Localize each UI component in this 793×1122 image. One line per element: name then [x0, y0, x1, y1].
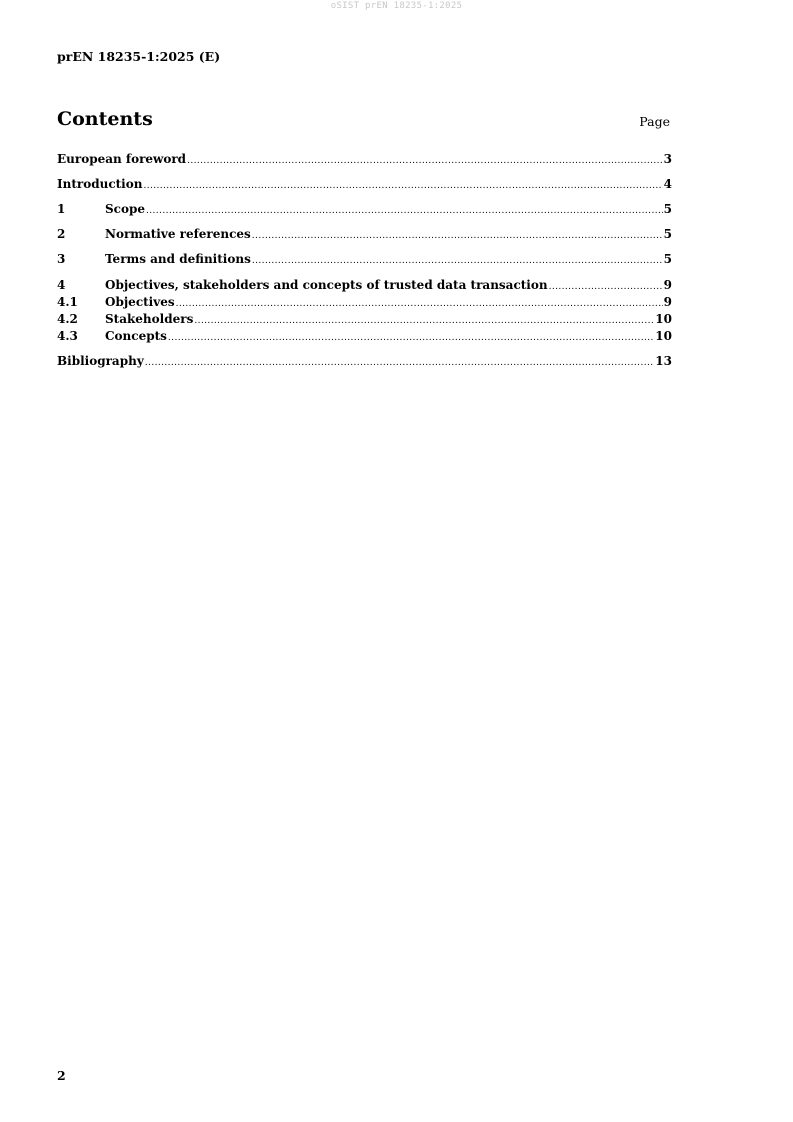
toc-entry-text: Objectives	[105, 295, 175, 309]
toc-entry-page: 4	[663, 177, 672, 191]
toc-dot-leader	[146, 206, 663, 216]
toc-entry-page: 5	[663, 202, 672, 216]
toc-title: Contents	[57, 108, 153, 130]
toc-entry-number: 1	[57, 202, 66, 216]
toc-header	[57, 108, 672, 134]
toc-dot-leader	[194, 316, 654, 326]
toc-dot-leader	[549, 282, 663, 292]
toc-entry-page: 9	[663, 278, 672, 292]
toc-entry-text: Terms and definitions	[105, 252, 251, 266]
toc-entry-page: 3	[663, 152, 672, 166]
toc-entry-european-foreword[interactable]	[57, 152, 672, 168]
toc-entry-objectives-stakeholders-concepts[interactable]	[57, 278, 672, 294]
toc-entry-page: 13	[655, 354, 672, 368]
toc-entry-stakeholders[interactable]	[57, 312, 672, 328]
toc-dot-leader	[143, 181, 662, 191]
toc-entry-page: 10	[655, 329, 672, 343]
toc-entry-text: Stakeholders	[105, 312, 194, 326]
toc-page-label: Page	[639, 114, 670, 129]
toc-entry-page: 10	[655, 312, 672, 326]
toc-entry-page: 5	[663, 252, 672, 266]
toc-entry-concepts[interactable]	[57, 329, 672, 345]
toc-entry-page: 9	[663, 295, 672, 309]
toc-entry-text: Scope	[105, 202, 146, 216]
toc-entry-text: Objectives, stakeholders and concepts of trusted data transaction	[105, 278, 548, 292]
toc-dot-leader	[145, 358, 655, 368]
toc-dot-leader	[252, 231, 663, 241]
toc-entry-number: 4.1	[57, 295, 78, 309]
toc-entry-number: 3	[57, 252, 66, 266]
toc-dot-leader	[176, 299, 663, 309]
toc-entry-terms-and-definitions[interactable]	[57, 252, 672, 268]
toc-entry-text: Bibliography	[57, 354, 144, 368]
toc-entry-text: Concepts	[105, 329, 167, 343]
toc-entry-number: 4.3	[57, 329, 78, 343]
toc-entry-text: European foreword	[57, 152, 187, 166]
toc-entry-number: 4.2	[57, 312, 78, 326]
toc-entry-scope[interactable]	[57, 202, 672, 218]
toc-entry-text: Introduction	[57, 177, 143, 191]
toc-dot-leader	[168, 333, 654, 343]
toc-entry-normative-references[interactable]	[57, 227, 672, 243]
toc-entry-number: 4	[57, 278, 66, 292]
toc-entry-introduction[interactable]	[57, 177, 672, 193]
toc-entry-bibliography[interactable]	[57, 354, 672, 370]
toc-dot-leader	[187, 156, 663, 166]
toc-entry-objectives[interactable]	[57, 295, 672, 311]
document-id: prEN 18235-1:2025 (E)	[57, 49, 221, 64]
toc-entry-page: 5	[663, 227, 672, 241]
page-number: 2	[57, 1068, 66, 1083]
toc-entry-text: Normative references	[105, 227, 251, 241]
watermark: oSIST prEN 18235-1:2025	[330, 1, 463, 11]
toc-entry-number: 2	[57, 227, 66, 241]
toc-dot-leader	[252, 256, 663, 266]
